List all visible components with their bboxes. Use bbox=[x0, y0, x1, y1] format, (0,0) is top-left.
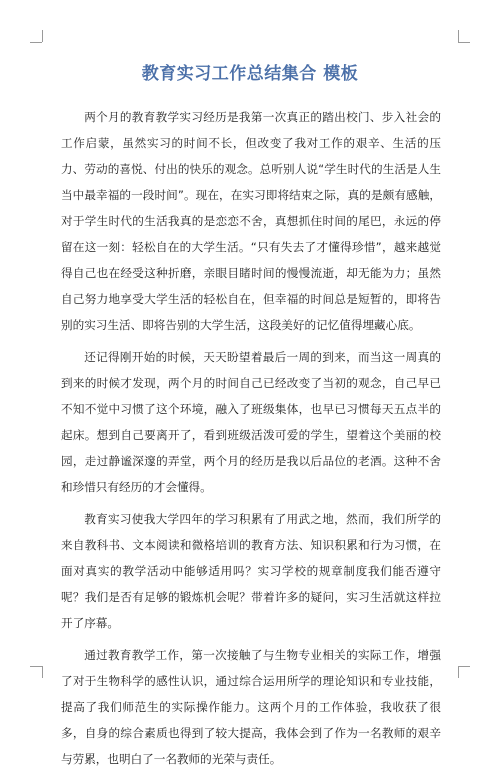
paragraph-2: 还记得刚开始的时候，天天盼望着最后一周的到来，而当这一周真的到来的时候才发现，两个月的时间自己已经改变了当初的观念，自己早已不知不觉中习惯了这个环境，融入了班级集体，也早已习惯每天五点半的起床。想到自己要离开了，看到班级活泼可爱的学生，望着这个美丽的校园，走过静谧深邃的弄堂，两个月的经历是我以后品位的老酒。这种不舍和珍惜只有经历的才会懂得。 bbox=[61, 350, 441, 494]
paragraph-3: 教育实习使我大学四年的学习积累有了用武之地，然而，我们所学的来自教科书、文本阅读和微格培训的教育方法、知识积累和行为习惯，在面对真实的教学活动中能够适用吗？实习学校的规章制度我们能否遵守呢？我们是否有足够的锻炼机会呢？带着许多的疑问，实习生活就这样拉开了序幕。 bbox=[61, 512, 441, 630]
paragraph-4: 通过教育教学工作，第一次接触了与生物专业相关的实际工作，增强了对于生物科学的感性认识，通过综合运用所学的理论知识和专业技能，提高了我们师范生的实际操作能力。这两个月的工作体验，我收获了很多，自身的综合素质也得到了较大提高，我体会到了作为一名教师的艰辛与劳累，也明白了一名教师的光荣与责任。 bbox=[61, 648, 441, 766]
paragraph-1: 两个月的教育教学实习经历是我第一次真正的踏出校门、步入社会的工作启蒙，虽然实习的时间不长，但改变了我对工作的艰辛、生活的压力、劳动的喜悦、付出的快乐的观念。总听别人说“学生时代的生活是人生当中最幸福的一段时间”。现在，在实习即将结束之际，真的是颇有感触，对于学生时代的生活我真的是恋恋不舍，真想抓住时间的尾巴，永远的停留在这一刻：轻松自在的大学生活。“只有失去了才懂得珍惜”，越来越觉得自己也在经受这种折磨，亲眼目睹时间的慢慢流逝，却无能为力；虽然自己努力地享受大学生活的轻松自在，但幸福的时间总是短暂的，即将告别的实习生活、即将告别的大学生活，这段美好的记忆值得埋藏心底。 bbox=[61, 110, 441, 332]
document-body bbox=[61, 104, 441, 778]
document-title: 教育实习工作总结集合 模板 bbox=[141, 64, 359, 84]
